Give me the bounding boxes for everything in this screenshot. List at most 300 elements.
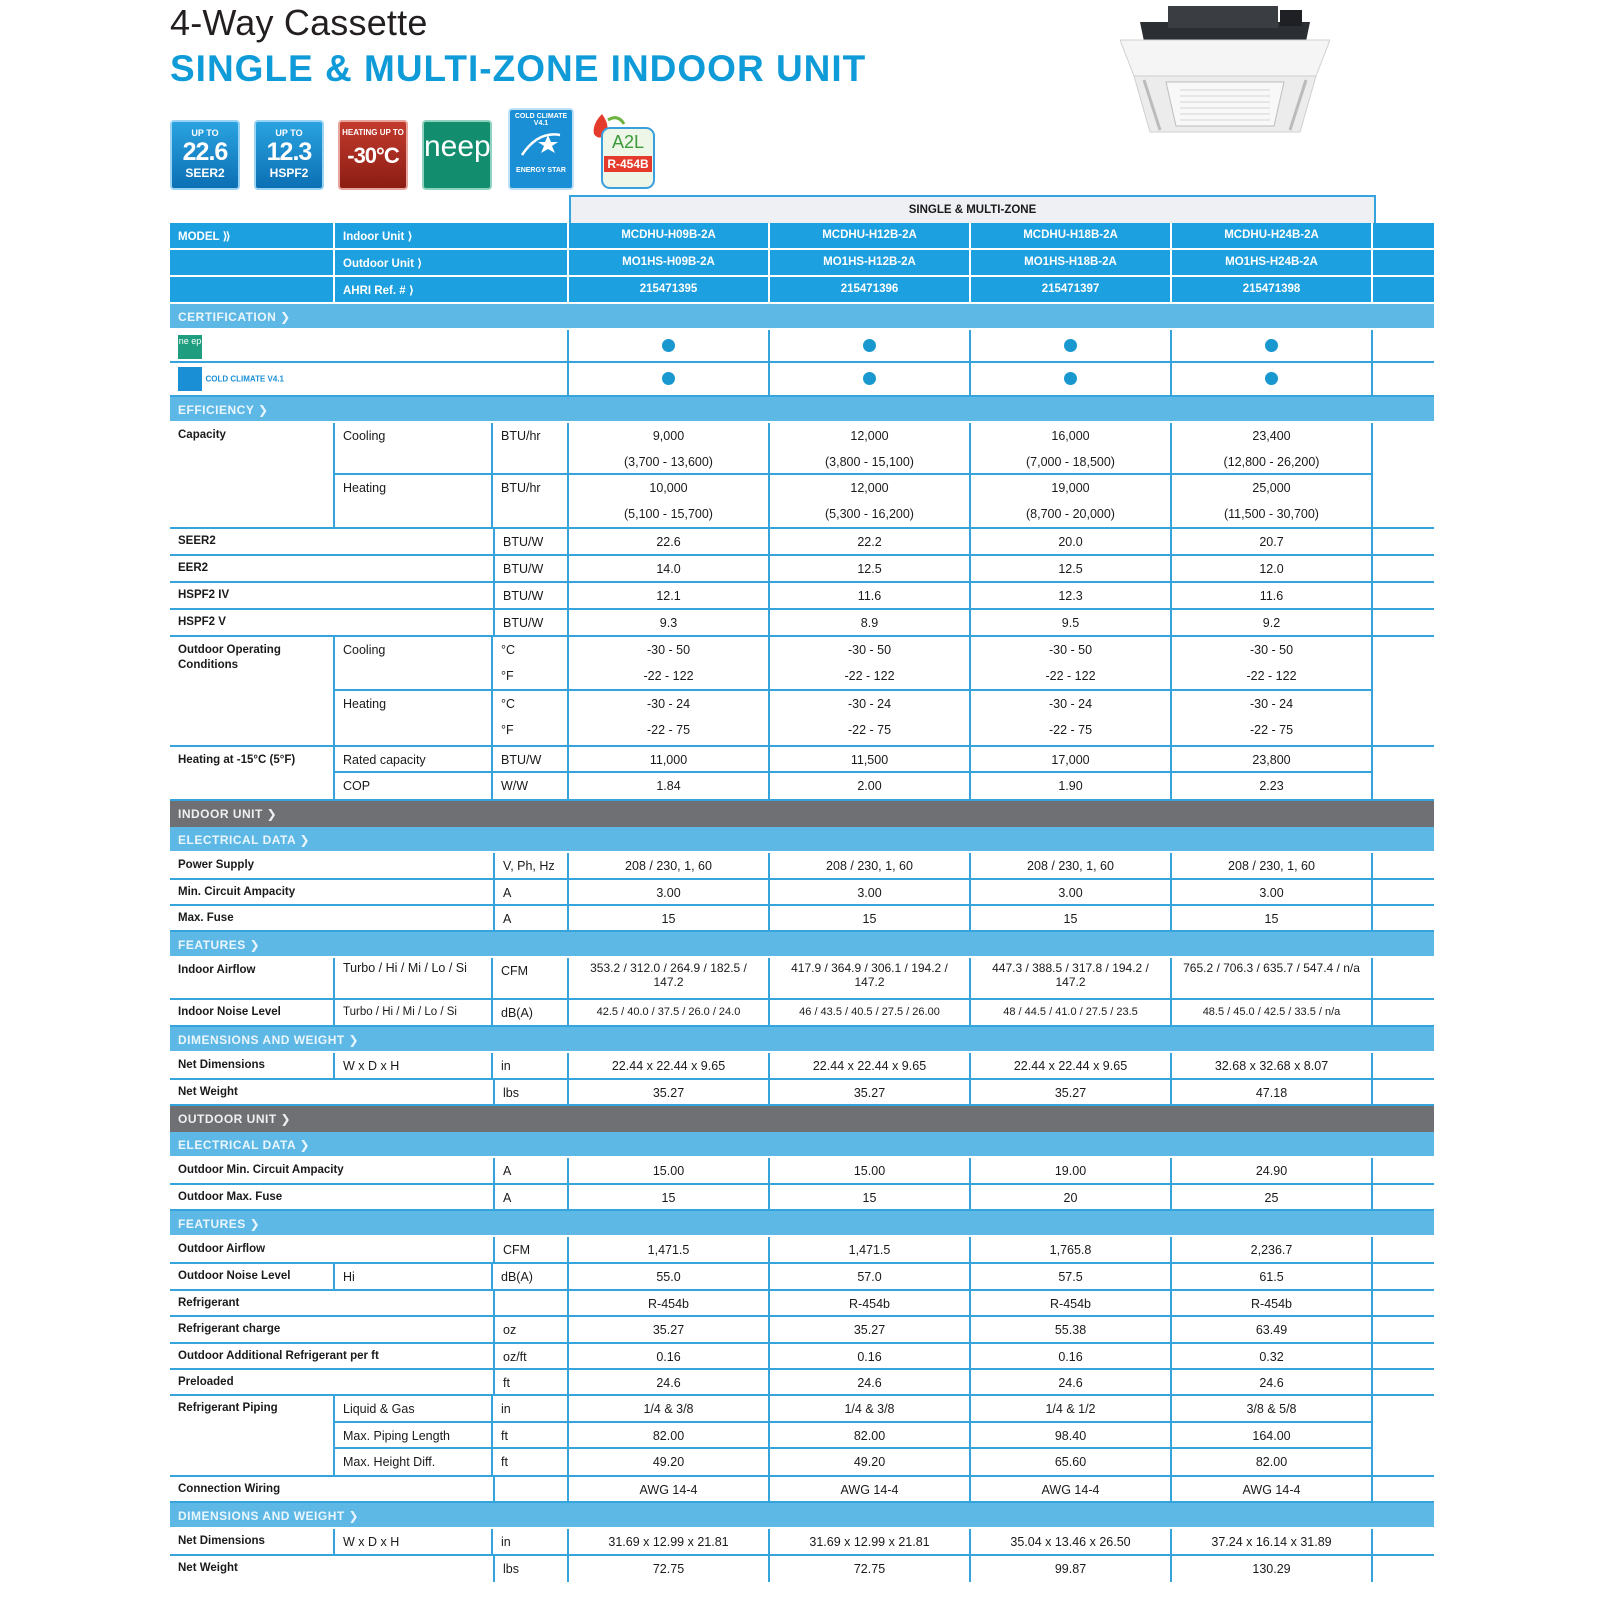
section-indoor-electrical: ELECTRICAL DATA ❯: [170, 827, 1434, 853]
seer2-badge-value: 22.6: [182, 138, 228, 166]
heating-range: (5,300 - 16,200): [825, 507, 914, 521]
indoor-fuse-value: 15: [971, 906, 1172, 930]
indoor-model: MCDHU-H18B-2A: [971, 223, 1172, 248]
outdoor-conditions-label: Outdoor Operating Conditions: [170, 637, 335, 745]
unit-celsius: °C: [501, 697, 516, 711]
indoor-mca-value: 3.00: [1172, 880, 1373, 904]
heating-f: -22 - 75: [1249, 723, 1294, 737]
indoor-mca-label: Min. Circuit Ampacity: [178, 886, 296, 898]
cooling-c: -30 - 50: [1048, 643, 1093, 657]
indoor-fuse-value: 15: [1172, 906, 1373, 930]
unit-celsius: °C: [501, 643, 516, 657]
liquid-gas-value: 1/4 & 3/8: [770, 1396, 969, 1423]
capacity-label: Capacity: [170, 423, 335, 527]
power-supply-label: Power Supply: [178, 859, 255, 871]
model-label-spacer: [170, 277, 335, 302]
cop-value: 1.84: [656, 779, 681, 793]
heating-c: -30 - 24: [646, 697, 691, 711]
ahri-ref: 215471395: [569, 277, 770, 302]
hspf2-iv-value: 12.3: [971, 583, 1172, 608]
power-supply-value: 208 / 230, 1, 60: [971, 853, 1172, 878]
page-subtitle: SINGLE & MULTI-ZONE INDOOR UNIT: [170, 48, 867, 89]
rated-capacity-unit: BTU/W: [493, 747, 569, 771]
energy-star-label: ENERGY STAR: [516, 167, 566, 174]
max-length-label: Max. Piping Length: [335, 1423, 493, 1447]
cop-unit: W/W: [493, 773, 569, 799]
indoor-model: MCDHU-H09B-2A: [569, 223, 770, 248]
capacity-values-1: [569, 423, 770, 527]
ahri-ref: 215471398: [1172, 277, 1373, 302]
additional-refrigerant-unit: oz/ft: [493, 1344, 569, 1368]
neep-logo-icon: [422, 120, 492, 190]
hspf2-iv-unit: BTU/W: [493, 583, 569, 608]
outdoor-model: MO1HS-H09B-2A: [569, 250, 770, 275]
wiring-value: AWG 14-4: [971, 1477, 1172, 1501]
outdoor-noise-label: Outdoor Noise Level: [170, 1264, 335, 1289]
capacity-values-4: [1172, 423, 1373, 527]
seer2-badge: [170, 120, 240, 190]
outdoor-conditions-sub: [335, 637, 569, 745]
heating-f: -22 - 75: [1048, 723, 1093, 737]
check-dot-icon: [662, 372, 675, 385]
preloaded-label: Preloaded: [178, 1376, 234, 1388]
outdoor-mca-value: 15.00: [569, 1158, 770, 1183]
heating-badge-top: HEATING UP TO: [342, 128, 404, 137]
neep-cert-mark: [770, 330, 971, 361]
conditions-cooling-label: Cooling: [335, 637, 493, 689]
hspf2-v-value: 9.3: [569, 610, 770, 635]
seer2-label: SEER2: [178, 535, 216, 547]
outdoor-unit-label: Outdoor Unit ⟩: [335, 250, 569, 275]
heating-15-label: Heating at -15°C (5°F): [170, 747, 335, 799]
seer2-value: 22.2: [770, 529, 971, 554]
capacity-cooling-label: Cooling: [335, 423, 493, 473]
outdoor-noise-value: 55.0: [569, 1264, 770, 1289]
cooling-f: -22 - 122: [1045, 669, 1096, 683]
heating-range: (5,100 - 15,700): [624, 507, 713, 521]
indoor-weight-value: 47.18: [1172, 1080, 1373, 1104]
seer2-badge-top: UP TO: [191, 128, 219, 138]
neep-badge-text: neep: [424, 130, 491, 163]
conditions-cooling-units: [493, 637, 569, 689]
outdoor-airflow-value: 1,471.5: [770, 1237, 971, 1262]
liquid-gas-value: 1/4 & 3/8: [569, 1396, 768, 1423]
cooling-capacity: 23,400: [1252, 429, 1291, 443]
capacity-heating-unit: BTU/hr: [493, 475, 569, 527]
cooling-range: (12,800 - 26,200): [1223, 455, 1320, 469]
outdoor-dims-value: 37.24 x 16.14 x 31.89: [1172, 1529, 1373, 1554]
indoor-noise-value: 48.5 / 45.0 / 42.5 / 33.5 / n/a: [1172, 1000, 1373, 1025]
hspf2-iv-value: 12.1: [569, 583, 770, 608]
indoor-fuse-label: Max. Fuse: [178, 912, 234, 924]
refrigerant-value: R-454b: [770, 1291, 971, 1315]
check-dot-icon: [863, 339, 876, 352]
check-dot-icon: [1265, 339, 1278, 352]
additional-refrigerant-value: 0.16: [770, 1344, 971, 1368]
indoor-airflow-label: Indoor Airflow: [170, 958, 335, 998]
capacity-values-3: [971, 423, 1172, 527]
power-supply-value: 208 / 230, 1, 60: [770, 853, 971, 878]
max-height-value: 49.20: [652, 1455, 685, 1469]
preloaded-value: 24.6: [770, 1370, 971, 1394]
indoor-noise-value: 48 / 44.5 / 41.0 / 27.5 / 23.5: [971, 1000, 1172, 1025]
heating-capacity: 12,000: [850, 481, 889, 495]
indoor-noise-label: Indoor Noise Level: [170, 1000, 335, 1025]
indoor-weight-value: 35.27: [770, 1080, 971, 1104]
heating-capacity: 19,000: [1051, 481, 1090, 495]
indoor-mca-value: 3.00: [971, 880, 1172, 904]
refrigerant-value: R-454b: [569, 1291, 770, 1315]
outdoor-noise-unit: dB(A): [493, 1264, 569, 1289]
heating-f: -22 - 75: [646, 723, 691, 737]
cassette-unit-image: [1120, 0, 1330, 135]
indoor-mca-value: 3.00: [569, 880, 770, 904]
indoor-unit-label: Indoor Unit ⟩: [335, 223, 569, 248]
svg-text:A2L: A2L: [611, 132, 645, 152]
outdoor-model: MO1HS-H12B-2A: [770, 250, 971, 275]
max-length-value: 82.00: [770, 1423, 969, 1449]
cooling-f: -22 - 122: [643, 669, 694, 683]
outdoor-fuse-value: 15: [770, 1185, 971, 1209]
outdoor-fuse-value: 15: [569, 1185, 770, 1209]
indoor-noise-unit: dB(A): [493, 1000, 569, 1025]
cooling-range: (3,800 - 15,100): [825, 455, 914, 469]
outdoor-weight-value: 99.87: [971, 1556, 1172, 1582]
cooling-range: (7,000 - 18,500): [1026, 455, 1115, 469]
wiring-value: AWG 14-4: [770, 1477, 971, 1501]
indoor-dims-value: 22.44 x 22.44 x 9.65: [569, 1053, 770, 1078]
estar-cert-mark: [1172, 363, 1373, 395]
group-header: SINGLE & MULTI-ZONE: [569, 195, 1376, 223]
conditions-heating-label: Heating: [335, 691, 493, 745]
outdoor-dims-value: 31.69 x 12.99 x 21.81: [569, 1529, 770, 1554]
additional-refrigerant-label: Outdoor Additional Refrigerant per ft: [178, 1350, 379, 1362]
energy-star-cert-text: COLD CLIMATE V4.1: [205, 374, 285, 384]
heating-f: -22 - 75: [847, 723, 892, 737]
hspf2-badge-label: HSPF2: [269, 166, 309, 180]
heating-15-values-2: [770, 747, 971, 799]
indoor-mca-unit: A: [493, 880, 569, 904]
max-length-unit: ft: [493, 1423, 569, 1447]
indoor-weight-value: 35.27: [971, 1080, 1172, 1104]
outdoor-dims-unit: in: [493, 1529, 569, 1554]
eer2-value: 12.5: [971, 556, 1172, 581]
neep-small-icon: ne ep: [178, 335, 202, 359]
seer2-value: 20.0: [971, 529, 1172, 554]
outdoor-mca-value: 15.00: [770, 1158, 971, 1183]
max-height-value: 49.20: [853, 1455, 886, 1469]
indoor-mca-value: 3.00: [770, 880, 971, 904]
outdoor-mca-label: Outdoor Min. Circuit Ampacity: [178, 1164, 344, 1176]
outdoor-weight-label: Net Weight: [178, 1562, 238, 1574]
hspf2-v-value: 9.2: [1172, 610, 1373, 635]
max-length-value: 98.40: [971, 1423, 1170, 1449]
neep-cert-label: [170, 330, 569, 361]
conditions-values-2: [770, 637, 971, 745]
indoor-airflow-value: 353.2 / 312.0 / 264.9 / 182.5 / 147.2: [569, 958, 770, 998]
check-dot-icon: [1064, 339, 1077, 352]
refrigerant-charge-value: 35.27: [569, 1317, 770, 1342]
certification-badges: [170, 108, 670, 192]
outdoor-weight-unit: lbs: [493, 1556, 569, 1582]
heating-capacity: 25,000: [1252, 481, 1291, 495]
seer2-badge-label: SEER2: [185, 166, 225, 180]
refrigerant-charge-label: Refrigerant charge: [178, 1323, 281, 1335]
cop-value: 1.90: [1058, 779, 1083, 793]
header-spacer: [170, 195, 569, 223]
power-supply-value: 208 / 230, 1, 60: [1172, 853, 1373, 878]
conditions-values-4: [1172, 637, 1373, 745]
a2l-label: R-454B: [607, 157, 649, 171]
heating-15-values-1: [569, 747, 770, 799]
cooling-capacity: 9,000: [652, 429, 685, 443]
hspf2-badge-value: 12.3: [266, 138, 312, 166]
piping-label: Refrigerant Piping: [170, 1396, 335, 1475]
outdoor-fuse-label: Outdoor Max. Fuse: [178, 1191, 283, 1203]
outdoor-fuse-unit: A: [493, 1185, 569, 1209]
cooling-f: -22 - 122: [1246, 669, 1297, 683]
section-certification: CERTIFICATION ❯: [170, 304, 1434, 330]
refrigerant-value: R-454b: [971, 1291, 1172, 1315]
cooling-capacity: 16,000: [1051, 429, 1090, 443]
seer2-value: 20.7: [1172, 529, 1373, 554]
outdoor-mca-value: 24.90: [1172, 1158, 1373, 1183]
indoor-noise-value: 42.5 / 40.0 / 37.5 / 26.0 / 24.0: [569, 1000, 770, 1025]
rated-capacity: 11,500: [770, 747, 969, 773]
section-indoor-unit: INDOOR UNIT ❯: [170, 801, 1434, 827]
refrigerant-label: Refrigerant: [178, 1297, 240, 1309]
refrigerant-charge-unit: oz: [493, 1317, 569, 1342]
cooling-c: -30 - 50: [847, 643, 892, 657]
cooling-f: -22 - 122: [844, 669, 895, 683]
energy-star-small-icon: [178, 367, 202, 391]
heating-badge-value: -30°C: [347, 143, 399, 168]
liquid-gas-unit: in: [493, 1396, 569, 1421]
rated-capacity: 17,000: [971, 747, 1170, 773]
unit-fahrenheit: °F: [501, 669, 514, 683]
ahri-ref: 215471396: [770, 277, 971, 302]
outdoor-fuse-value: 25: [1172, 1185, 1373, 1209]
capacity-heating-label: Heating: [335, 475, 493, 527]
outdoor-noise-sub: Hi: [335, 1264, 493, 1289]
piping-values-3: [971, 1396, 1172, 1475]
section-outdoor-electrical: ELECTRICAL DATA ❯: [170, 1132, 1434, 1158]
indoor-fuse-value: 15: [569, 906, 770, 930]
outdoor-weight-value: 130.29: [1172, 1556, 1373, 1582]
rated-capacity: 23,800: [1172, 747, 1371, 773]
neep-cert-mark: [1172, 330, 1373, 361]
indoor-dims-label: Net Dimensions: [170, 1053, 335, 1078]
cooling-capacity: 12,000: [850, 429, 889, 443]
preloaded-value: 24.6: [569, 1370, 770, 1394]
indoor-noise-sub: Turbo / Hi / Mi / Lo / Si: [335, 1000, 493, 1025]
liquid-gas-value: 1/4 & 1/2: [971, 1396, 1170, 1423]
rated-capacity-label: Rated capacity: [335, 747, 493, 771]
heating-c: -30 - 24: [847, 697, 892, 711]
indoor-weight-value: 35.27: [569, 1080, 770, 1104]
heating-15-values-4: [1172, 747, 1373, 799]
max-height-label: Max. Height Diff.: [335, 1449, 493, 1475]
cop-value: 2.23: [1259, 779, 1284, 793]
capacity-values-2: [770, 423, 971, 527]
hspf2-v-label: HSPF2 V: [178, 616, 226, 628]
cooling-c: -30 - 50: [1249, 643, 1294, 657]
section-outdoor-features: FEATURES ❯: [170, 1211, 1434, 1237]
cop-label: COP: [335, 773, 493, 799]
outdoor-mca-value: 19.00: [971, 1158, 1172, 1183]
cooling-c: -30 - 50: [646, 643, 691, 657]
outdoor-noise-value: 57.0: [770, 1264, 971, 1289]
indoor-model: MCDHU-H24B-2A: [1172, 223, 1373, 248]
spec-table: [170, 195, 1434, 1582]
piping-values-4: [1172, 1396, 1373, 1475]
estar-cert-mark: [770, 363, 971, 395]
piping-values-1: [569, 1396, 770, 1475]
page-title: 4-Way Cassette: [170, 2, 428, 43]
outdoor-dims-label: Net Dimensions: [170, 1529, 335, 1554]
neep-cert-mark: [971, 330, 1172, 361]
indoor-airflow-sub: Turbo / Hi / Mi / Lo / Si: [335, 958, 493, 998]
outdoor-mca-unit: A: [493, 1158, 569, 1183]
outdoor-airflow-unit: CFM: [493, 1237, 569, 1262]
indoor-dims-value: 32.68 x 32.68 x 8.07: [1172, 1053, 1373, 1078]
rated-capacity: 11,000: [569, 747, 768, 773]
outdoor-model: MO1HS-H24B-2A: [1172, 250, 1373, 275]
section-outdoor-dimensions: DIMENSIONS AND WEIGHT ❯: [170, 1503, 1434, 1529]
energy-star-top: COLD CLIMATE V4.1: [514, 113, 568, 127]
indoor-fuse-unit: A: [493, 906, 569, 930]
outdoor-dims-sub: W x D x H: [335, 1529, 493, 1554]
piping-values-2: [770, 1396, 971, 1475]
outdoor-fuse-value: 20: [971, 1185, 1172, 1209]
max-height-value: 65.60: [1054, 1455, 1087, 1469]
wiring-label: Connection Wiring: [178, 1483, 281, 1495]
hspf2-v-unit: BTU/W: [493, 610, 569, 635]
heating-range: (8,700 - 20,000): [1026, 507, 1115, 521]
check-dot-icon: [1265, 372, 1278, 385]
liquid-gas-label: Liquid & Gas: [335, 1396, 493, 1421]
refrigerant-unit: [493, 1291, 569, 1315]
hspf2-iv-label: HSPF2 IV: [178, 589, 230, 601]
energy-star-icon: [508, 108, 574, 190]
outdoor-airflow-label: Outdoor Airflow: [178, 1243, 266, 1255]
additional-refrigerant-value: 0.16: [971, 1344, 1172, 1368]
section-indoor-features: FEATURES ❯: [170, 932, 1434, 958]
max-height-unit: ft: [493, 1449, 569, 1475]
section-outdoor-unit: OUTDOOR UNIT ❯: [170, 1106, 1434, 1132]
outdoor-airflow-value: 1,765.8: [971, 1237, 1172, 1262]
unit-fahrenheit: °F: [501, 723, 514, 737]
indoor-fuse-value: 15: [770, 906, 971, 930]
eer2-unit: BTU/W: [493, 556, 569, 581]
eer2-value: 14.0: [569, 556, 770, 581]
a2l-refrigerant-icon: [588, 110, 658, 190]
a2l-drop-icon: [588, 110, 658, 190]
refrigerant-charge-value: 55.38: [971, 1317, 1172, 1342]
outdoor-dims-value: 35.04 x 13.46 x 26.50: [971, 1529, 1172, 1554]
hspf2-iv-value: 11.6: [1172, 583, 1373, 608]
cooling-range: (3,700 - 13,600): [624, 455, 713, 469]
wiring-unit: [493, 1477, 569, 1501]
preloaded-value: 24.6: [1172, 1370, 1373, 1394]
seer2-value: 22.6: [569, 529, 770, 554]
outdoor-noise-value: 61.5: [1172, 1264, 1373, 1289]
indoor-weight-label: Net Weight: [178, 1086, 238, 1098]
check-dot-icon: [1064, 372, 1077, 385]
indoor-dims-value: 22.44 x 22.44 x 9.65: [770, 1053, 971, 1078]
neep-cert-mark: [569, 330, 770, 361]
check-dot-icon: [863, 372, 876, 385]
energy-star-logo-icon: [518, 127, 564, 161]
preloaded-unit: ft: [493, 1370, 569, 1394]
heating-range: (11,500 - 30,700): [1224, 507, 1319, 521]
heating-c: -30 - 24: [1249, 697, 1294, 711]
outdoor-noise-value: 57.5: [971, 1264, 1172, 1289]
seer2-unit: BTU/W: [493, 529, 569, 554]
section-efficiency: EFFICIENCY ❯: [170, 397, 1434, 423]
eer2-value: 12.0: [1172, 556, 1373, 581]
hspf2-badge-top: UP TO: [275, 128, 303, 138]
eer2-label: EER2: [178, 562, 209, 574]
refrigerant-value: R-454b: [1172, 1291, 1373, 1315]
liquid-gas-value: 3/8 & 5/8: [1172, 1396, 1371, 1423]
eer2-value: 12.5: [770, 556, 971, 581]
indoor-airflow-value: 417.9 / 364.9 / 306.1 / 194.2 / 147.2: [770, 958, 971, 998]
wiring-value: AWG 14-4: [1172, 1477, 1373, 1501]
hspf2-iv-value: 11.6: [770, 583, 971, 608]
refrigerant-charge-value: 35.27: [770, 1317, 971, 1342]
heating-15-values-3: [971, 747, 1172, 799]
estar-cert-mark: [971, 363, 1172, 395]
power-supply-unit: V, Ph, Hz: [493, 853, 569, 878]
capacity-cooling-unit: BTU/hr: [493, 423, 569, 473]
max-length-value: 164.00: [1172, 1423, 1371, 1449]
conditions-heating-units: [493, 691, 569, 745]
model-label: MODEL ⟫: [170, 223, 335, 248]
max-length-value: 82.00: [569, 1423, 768, 1449]
outdoor-weight-value: 72.75: [569, 1556, 770, 1582]
heating-badge: [338, 120, 408, 190]
indoor-weight-unit: lbs: [493, 1080, 569, 1104]
conditions-values-1: [569, 637, 770, 745]
model-label-spacer: [170, 250, 335, 275]
check-dot-icon: [662, 339, 675, 352]
heating-c: -30 - 24: [1048, 697, 1093, 711]
power-supply-value: 208 / 230, 1, 60: [569, 853, 770, 878]
indoor-dims-value: 22.44 x 22.44 x 9.65: [971, 1053, 1172, 1078]
outdoor-airflow-value: 2,236.7: [1172, 1237, 1373, 1262]
indoor-airflow-value: 765.2 / 706.3 / 635.7 / 547.4 / n/a: [1172, 958, 1373, 998]
estar-cert-mark: [569, 363, 770, 395]
outdoor-weight-value: 72.75: [770, 1556, 971, 1582]
section-indoor-dimensions: DIMENSIONS AND WEIGHT ❯: [170, 1027, 1434, 1053]
ahri-label: AHRI Ref. # ⟩: [335, 277, 569, 302]
refrigerant-charge-value: 63.49: [1172, 1317, 1373, 1342]
indoor-dims-unit: in: [493, 1053, 569, 1078]
heating-15-sub: [335, 747, 569, 799]
indoor-airflow-value: 447.3 / 388.5 / 317.8 / 194.2 / 147.2: [971, 958, 1172, 998]
indoor-noise-value: 46 / 43.5 / 40.5 / 27.5 / 26.00: [770, 1000, 971, 1025]
additional-refrigerant-value: 0.16: [569, 1344, 770, 1368]
capacity-sub: [335, 423, 569, 527]
heating-capacity: 10,000: [649, 481, 688, 495]
energy-star-cert-label: [170, 363, 569, 395]
additional-refrigerant-value: 0.32: [1172, 1344, 1373, 1368]
max-height-value: 82.00: [1255, 1455, 1288, 1469]
piping-sub: [335, 1396, 569, 1475]
hspf2-v-value: 8.9: [770, 610, 971, 635]
hspf2-v-value: 9.5: [971, 610, 1172, 635]
